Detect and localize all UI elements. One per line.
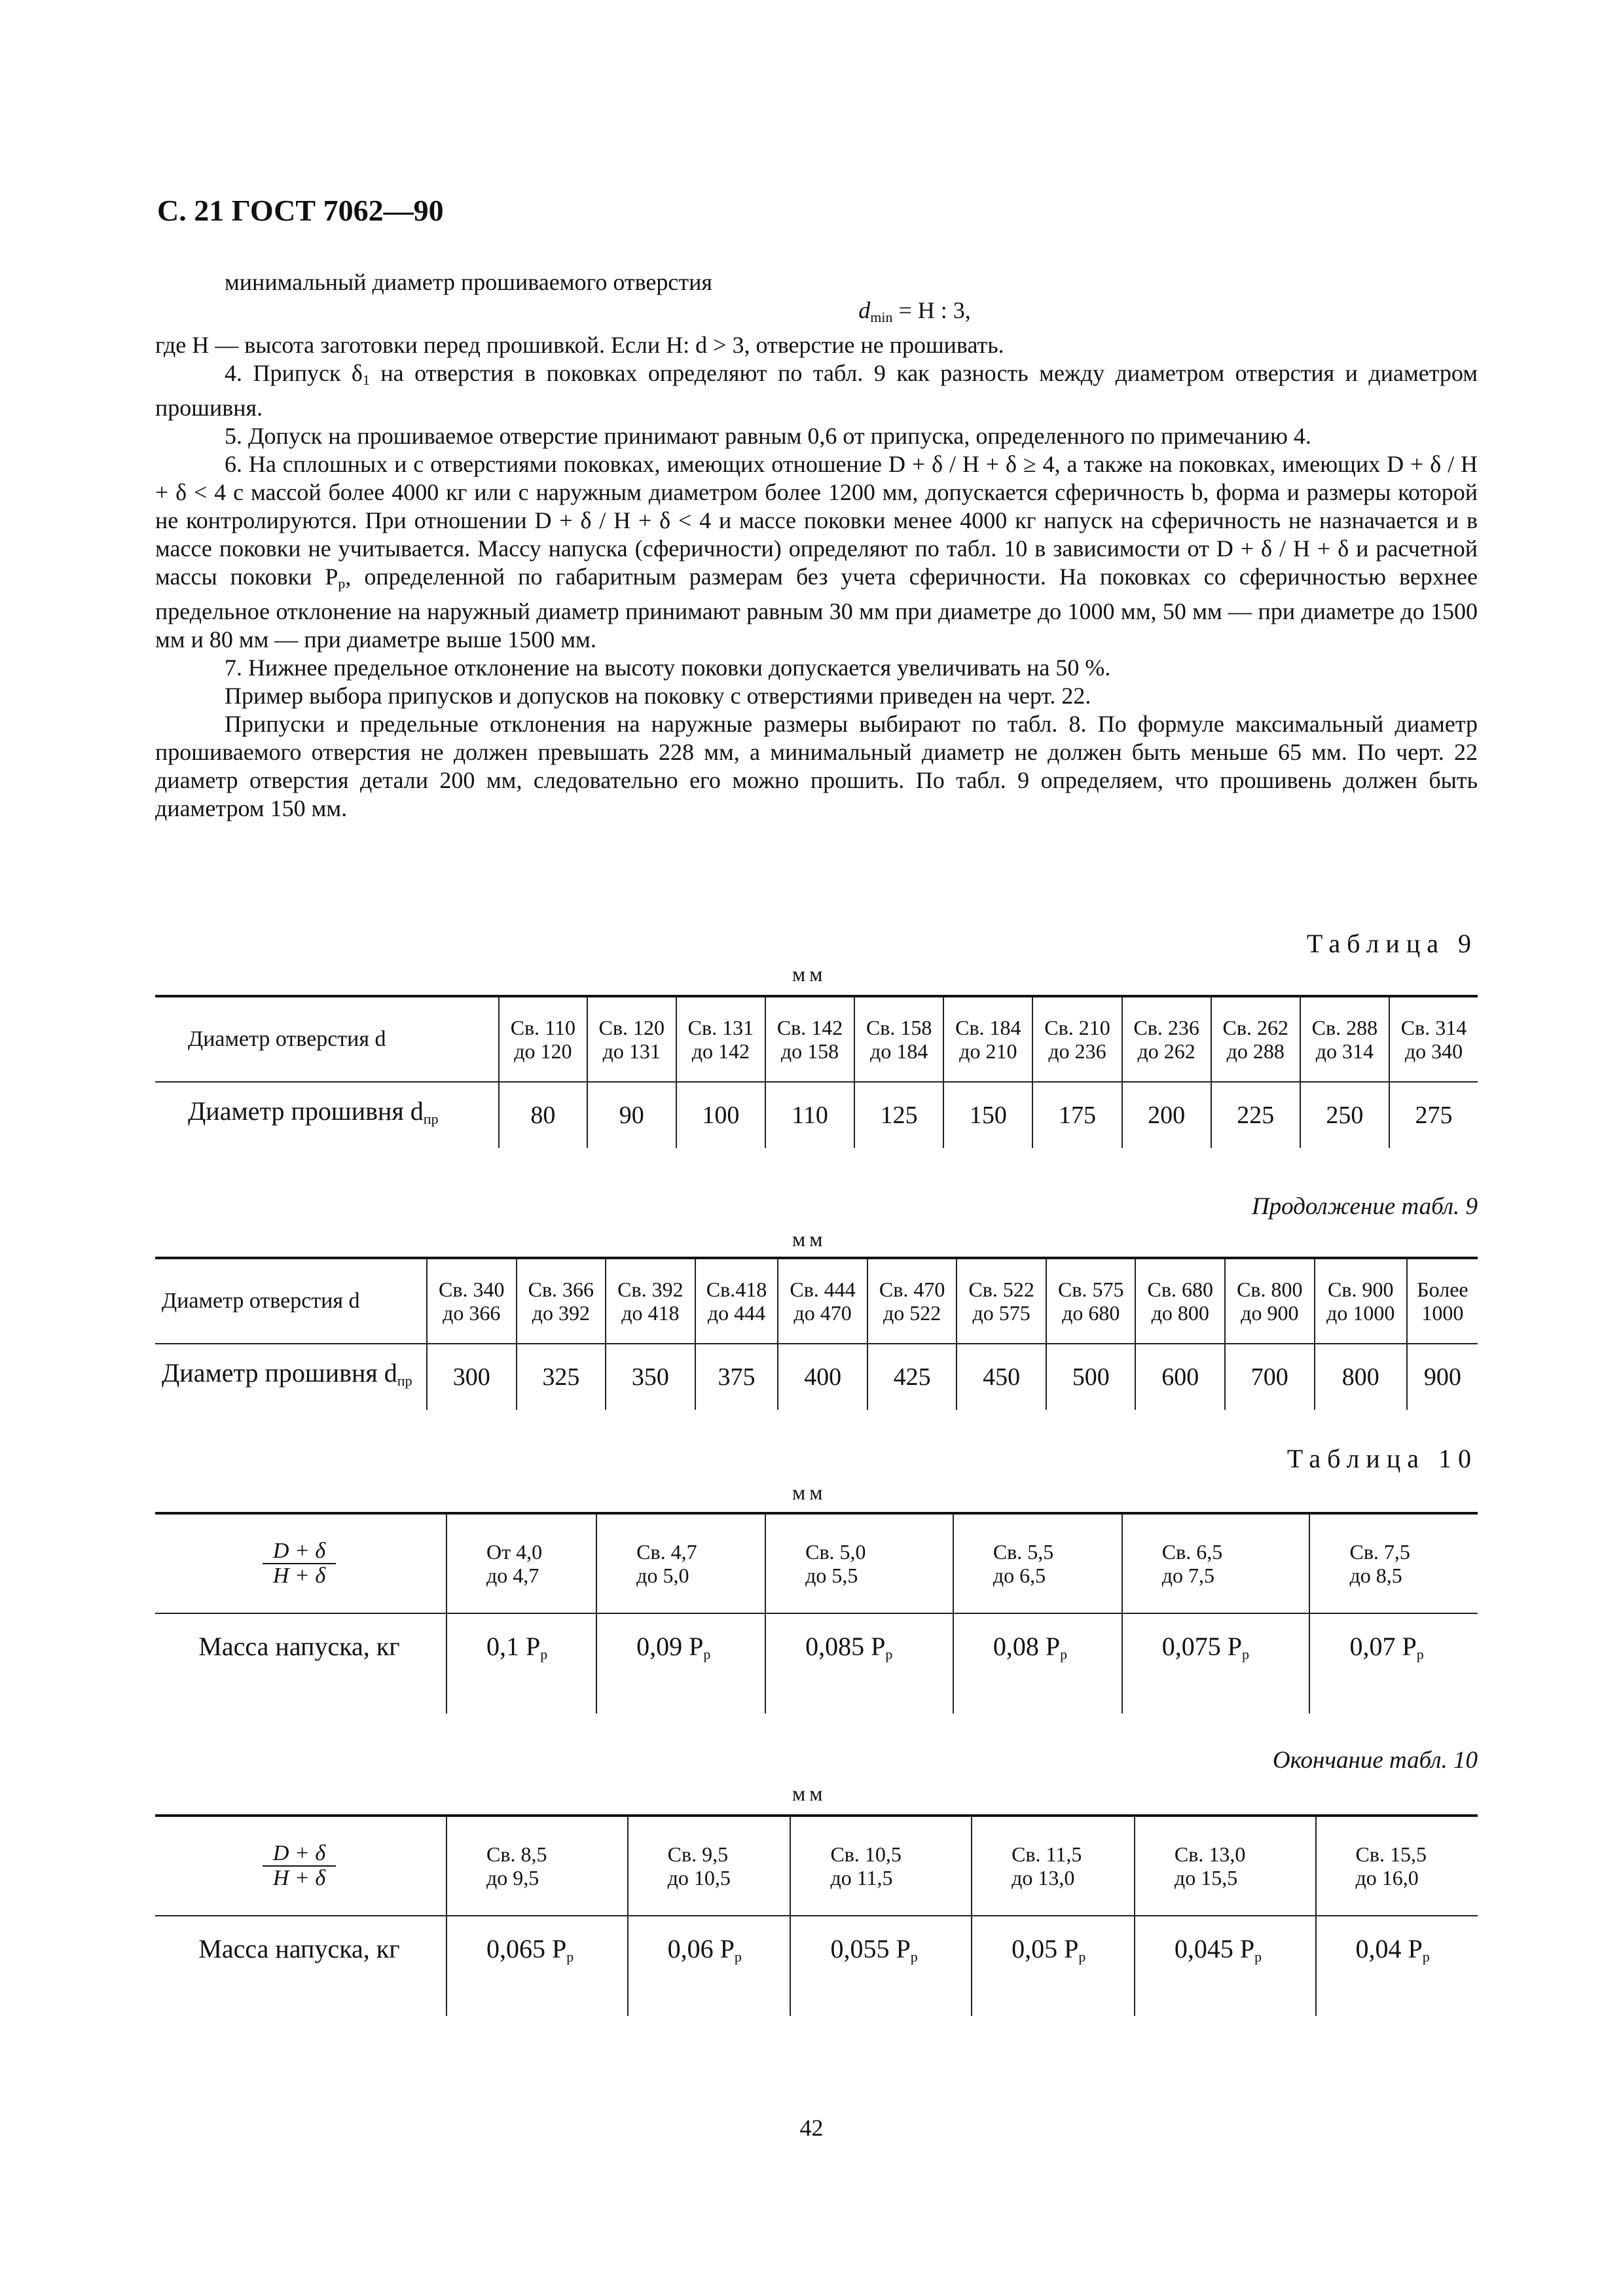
table-cell: 0,08 $P_р$	[953, 1613, 1122, 1713]
formula-rhs: = H : 3,	[892, 297, 971, 323]
table-cell: 375	[695, 1344, 778, 1410]
table-cell: 0,04 $P_р$	[1316, 1916, 1478, 2016]
table-cell: 175	[1032, 1082, 1122, 1148]
table9-continuation	[155, 1257, 1478, 1410]
table-cell: Св. 210 до 236	[1032, 996, 1122, 1082]
row-label	[155, 1513, 447, 1613]
table-cell: Св. 800 до 900	[1225, 1258, 1315, 1344]
table-cell: Св.418 до 444	[695, 1258, 778, 1344]
table-cell: 0,085 $P_р$	[765, 1613, 953, 1713]
table-cell: 300	[427, 1344, 517, 1410]
table-cell: 0,1 $P_р$	[447, 1613, 596, 1713]
table-cell: Св. 236 до 262	[1122, 996, 1211, 1082]
table-cell: 0,045 $P_р$	[1135, 1916, 1316, 2016]
table-cell: 400	[778, 1344, 867, 1410]
table-cell: Св. 392 до 418	[606, 1258, 695, 1344]
table-cell: Св. 110 до 120	[499, 996, 587, 1082]
table-cell: 100	[676, 1082, 765, 1148]
table-cell: Св. 4,7 до 5,0	[596, 1513, 765, 1613]
table-cell: 250	[1300, 1082, 1389, 1148]
paragraph: минимальный диаметр прошиваемого отверстия	[225, 269, 712, 295]
table-cell: Св. 120 до 131	[587, 996, 676, 1082]
table-cell: 0,075 $P_р$	[1122, 1613, 1310, 1713]
table-row	[155, 1258, 1478, 1344]
paragraph-part: на отверстия в поковках определяют по табл. 9 как разность между диаметром отверстия и диаметром прошивня.	[155, 360, 1478, 421]
table-cell: 150	[943, 1082, 1032, 1148]
table-cell: Св. 15,5 до 16,0	[1316, 1816, 1478, 1916]
table-cell: Св. 900 до 1000	[1315, 1258, 1407, 1344]
formula-lhs: d	[858, 297, 871, 323]
table-row	[155, 1513, 1478, 1613]
table10-end-caption: Окончание табл. 10	[1272, 1747, 1478, 1774]
table-cell: 0,065 $P_р$	[447, 1916, 628, 2016]
table-cell: Св. 9,5 до 10,5	[628, 1816, 791, 1916]
subscript: 1	[362, 372, 370, 388]
table-cell: 600	[1135, 1344, 1225, 1410]
table-cell: 500	[1046, 1344, 1136, 1410]
table9-cont-unit: мм	[792, 1227, 827, 1251]
table-cell: Св. 340 до 366	[427, 1258, 517, 1344]
row-label: Масса напуска, кг	[155, 1916, 447, 2016]
table-cell: Св. 8,5 до 9,5	[447, 1816, 628, 1916]
paragraph-part: , определенной по габаритным размерам без учета сферичности. На поковках со сферичностью верхнее предельное отклонение на наружный диаметр принимают равным 30 мм при диаметре до 1000 мм, 50 мм — при диаметре до 1500 мм и 80 мм — при диаметре выше 1500 мм.	[155, 564, 1478, 653]
table-cell: Св. 444 до 470	[778, 1258, 867, 1344]
table-cell: 0,06 $P_р$	[628, 1916, 791, 2016]
table-cell: Св. 6,5 до 7,5	[1122, 1513, 1310, 1613]
table-cell: Св. 575 до 680	[1046, 1258, 1136, 1344]
paragraph: Пример выбора припусков и допусков на поковку с отверстиями приведен на черт. 22.	[225, 683, 1091, 709]
table-cell: Св. 10,5 до 11,5	[790, 1816, 972, 1916]
paragraph: Припуски и предельные отклонения на наружные размеры выбирают по табл. 8. По формуле максимальный диаметр прошиваемого отверстия не должен превышать 228 мм, а минимальный диаметр не должен быть меньше 65 мм. По черт. 22 диаметр отверстия детали 200 мм, следовательно его можно прошить. По табл. 9 определяем, что прошивень должен быть диаметром 150 мм.	[155, 711, 1478, 821]
table10-end-unit: мм	[792, 1782, 827, 1805]
table-cell: 0,07 $P_р$	[1309, 1613, 1478, 1713]
table9-unit: мм	[792, 962, 827, 986]
paragraph	[155, 450, 1478, 654]
table-cell: Более 1000	[1407, 1258, 1478, 1344]
row-label: Диаметр прошивня $d_{пр}$	[155, 1082, 499, 1148]
table-cell: 0,09 $P_р$	[596, 1613, 765, 1713]
table-cell: 700	[1225, 1344, 1315, 1410]
table-cell: Св. 184 до 210	[943, 996, 1032, 1082]
row-label: Диаметр отверстия d	[155, 1258, 427, 1344]
paragraph-part: 4. Припуск δ	[225, 360, 363, 386]
table-cell: 0,05 $P_р$	[972, 1916, 1135, 2016]
table-cell: 225	[1211, 1082, 1300, 1148]
table9	[155, 995, 1478, 1148]
body-text	[155, 268, 1478, 823]
row-label: Диаметр отверстия d	[155, 996, 499, 1082]
table-row	[155, 996, 1478, 1082]
table-cell: Св. 7,5 до 8,5	[1309, 1513, 1478, 1613]
table-row	[155, 1613, 1478, 1713]
table-cell: 325	[517, 1344, 606, 1410]
table-cell: Св. 522 до 575	[957, 1258, 1046, 1344]
table-cell: От 4,0 до 4,7	[447, 1513, 596, 1613]
table-cell: 110	[765, 1082, 854, 1148]
table-cell: Св. 262 до 288	[1211, 996, 1300, 1082]
table-cell: 450	[957, 1344, 1046, 1410]
table-cell: Св. 11,5 до 13,0	[972, 1816, 1135, 1916]
table-cell: 425	[867, 1344, 957, 1410]
table-row	[155, 1082, 1478, 1148]
ratio-fraction: $\frac{D + \delta}{H + \delta}$	[263, 1539, 336, 1588]
table-cell: 275	[1389, 1082, 1478, 1148]
row-label: Диаметр прошивня $d_{пр}$	[155, 1344, 427, 1410]
table-row	[155, 1816, 1478, 1916]
table-cell: 350	[606, 1344, 695, 1410]
table-cell: 80	[499, 1082, 587, 1148]
table-cell: Св. 131 до 142	[676, 996, 765, 1082]
paragraph-part: 6. На сплошных и с отверстиями поковках, имеющих отношение D + δ / H + δ ≥ 4, а также на поковках, имеющих D + δ / H + δ < 4 с массой более 4000 кг или с наружным диаметром более 1200 мм, допускается сферичность b, форма и размеры которой не контролируются. При отношении D + δ / H + δ < 4 и массе поковки менее 4000 кг напуск на сферичность не назначается и в массе поковки не учитывается. Массу напуска (сферичности) определяют по табл. 10 в зависимости от D + δ / H + δ и расчетной массы поковки P	[155, 451, 1478, 590]
table-cell: Св. 288 до 314	[1300, 996, 1389, 1082]
table-cell: 90	[587, 1082, 676, 1148]
row-label	[155, 1816, 447, 1916]
table-cell: 800	[1315, 1344, 1407, 1410]
table-cell: Св. 680 до 800	[1135, 1258, 1225, 1344]
row-label: Масса напуска, кг	[155, 1613, 447, 1713]
table10-caption: Таблица 10	[1286, 1444, 1478, 1473]
paragraph	[155, 359, 1478, 422]
table-cell: Св. 5,0 до 5,5	[765, 1513, 953, 1613]
table-cell: Св. 5,5 до 6,5	[953, 1513, 1122, 1613]
table-cell: 125	[854, 1082, 943, 1148]
ratio-fraction: $\frac{D + \delta}{H + \delta}$	[263, 1842, 336, 1890]
paragraph: 5. Допуск на прошиваемое отверстие принимают равным 0,6 от припуска, определенного по примечанию 4.	[225, 423, 1311, 449]
table-cell: 900	[1407, 1344, 1478, 1410]
table9-cont-caption: Продолжение табл. 9	[1251, 1193, 1478, 1220]
table10	[155, 1512, 1478, 1713]
table-row	[155, 1344, 1478, 1410]
formula	[155, 296, 1478, 331]
page-number: 42	[799, 2115, 824, 2141]
table-cell: Св. 314 до 340	[1389, 996, 1478, 1082]
table10-unit: мм	[792, 1480, 827, 1504]
table-cell: Св. 470 до 522	[867, 1258, 957, 1344]
paragraph: 7. Нижнее предельное отклонение на высоту поковки допускается увеличивать на 50 %.	[225, 655, 1111, 681]
table-cell: Св. 142 до 158	[765, 996, 854, 1082]
paragraph: где H — высота заготовки перед прошивкой. Если H: d > 3, отверстие не прошивать.	[155, 332, 1004, 358]
table-cell: 200	[1122, 1082, 1211, 1148]
subscript: р	[338, 575, 346, 592]
table10-end	[155, 1814, 1478, 2016]
table-cell: Св. 366 до 392	[517, 1258, 606, 1344]
table-cell: 0,055 $P_р$	[790, 1916, 972, 2016]
page-header: С. 21 ГОСТ 7062—90	[157, 194, 444, 227]
table-row	[155, 1916, 1478, 2016]
table-cell: Св. 13,0 до 15,5	[1135, 1816, 1316, 1916]
table9-caption: Таблица 9	[1306, 929, 1478, 958]
formula-sub: min	[870, 309, 893, 325]
table-cell: Св. 158 до 184	[854, 996, 943, 1082]
